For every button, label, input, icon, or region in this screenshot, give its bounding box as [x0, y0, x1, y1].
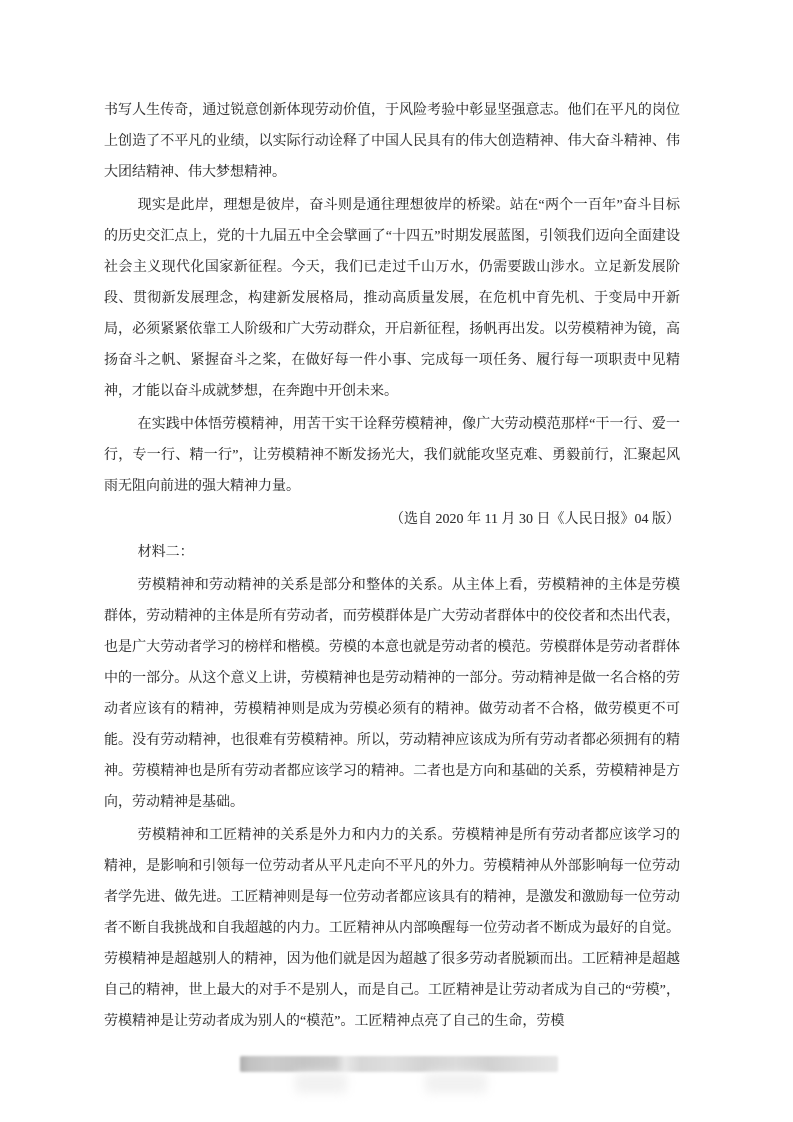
paragraph-material2-2: 劳模精神和工匠精神的关系是外力和内力的关系。劳模精神是所有劳动者都应该学习的精神，是影响和引领每一位劳动者从平凡走向不平凡的外力。劳模精神从外部影响每一位劳动者学先进、做先进。工匠精神则是每一位劳动者都应该具有的精神，是激发和激励每一位劳动者不断自我挑战和自我超越的内力。工匠精神从内部唤醒每一位劳动者不断成为最好的自觉。劳模精神是超越别人的精神，因为他们就是因为超越了很多劳动者脱颖而出。工匠精神是超越自己的精神，世上最大的对手不是别人，而是自己。工匠精神是让劳动者成为自己的“劳模”，劳模精神是让劳动者成为别人的“模范”。工匠精神点亮了自己的生命，劳模 — [104, 828, 680, 1029]
paragraph-material2-1: 劳模精神和劳动精神的关系是部分和整体的关系。从主体上看，劳模精神的主体是劳模群体，劳动精神的主体是所有劳动者，而劳模群体是广大劳动者群体中的佼佼者和杰出代表，也是广大劳动者学习的榜样和楷模。劳模的本意也就是劳动者的模范。劳模群体是劳动者群体中的一部分。从这个意义上讲，劳模精神也是劳动精神的一部分。劳动精神是做一名合格的劳动者应该有的精神，劳模精神则是成为劳模必须有的精神。做劳动者不合格，做劳模更不可能。没有劳动精神，也很难有劳模精神。所以，劳动精神应该成为所有劳动者都必须拥有的精神。劳模精神也是所有劳动者都应该学习的精神。二者也是方向和基础的关系，劳模精神是方向，劳动精神是基础。 — [104, 578, 680, 810]
watermark-ghost-blob — [295, 1073, 347, 1093]
paragraph-material1-2: 现实是此岸，理想是彼岸，奋斗则是通往理想彼岸的桥梁。站在“两个一百年”奋斗目标的历史交汇点上，党的十九届五中全会擘画了“十四五”时期发展蓝图，引领我们迈向全面建设社会主义现代化国家新征程。今天，我们已走过千山万水，仍需要跋山涉水。立足新发展阶段、贯彻新发展理念，构建新发展格局，推动高质量发展，在危机中育先机、于变局中开新局，必须紧紧依靠工人阶级和广大劳动群众，开启新征程，扬帆再出发。以劳模精神为镜，高扬奋斗之帆、紧握奋斗之桨，在做好每一件小事、完成每一项任务、履行每一项职责中见精神，才能以奋斗成就梦想，在奔跑中开创未来。 — [104, 198, 680, 399]
paragraph-material1-continuation: 书写人生传奇，通过锐意创新体现劳动价值，于风险考验中彰显坚强意志。他们在平凡的岗位上创造了不平凡的业绩，以实际行动诠释了中国人民具有的伟大创造精神、伟大奋斗精神、伟大团结精神、伟大梦想精神。 — [104, 103, 680, 180]
document-body — [104, 95, 680, 1039]
redacted-watermark — [240, 1056, 558, 1072]
source-attribution: （选自 2020 年 11 月 30 日《人民日报》04 版） — [390, 512, 680, 527]
paragraph-material1-3: 在实践中体悟劳模精神，用苦干实干诠释劳模精神，像广大劳动模范那样“干一行、爱一行，专一行、精一行”，让劳模精神不断发扬光大，我们就能攻坚克难、勇毅前行，汇聚起风雨无阻向前进的强大精神力量。 — [104, 417, 680, 494]
material-2-heading: 材料二： — [137, 545, 194, 560]
watermark-ghost-blob — [425, 1073, 487, 1093]
